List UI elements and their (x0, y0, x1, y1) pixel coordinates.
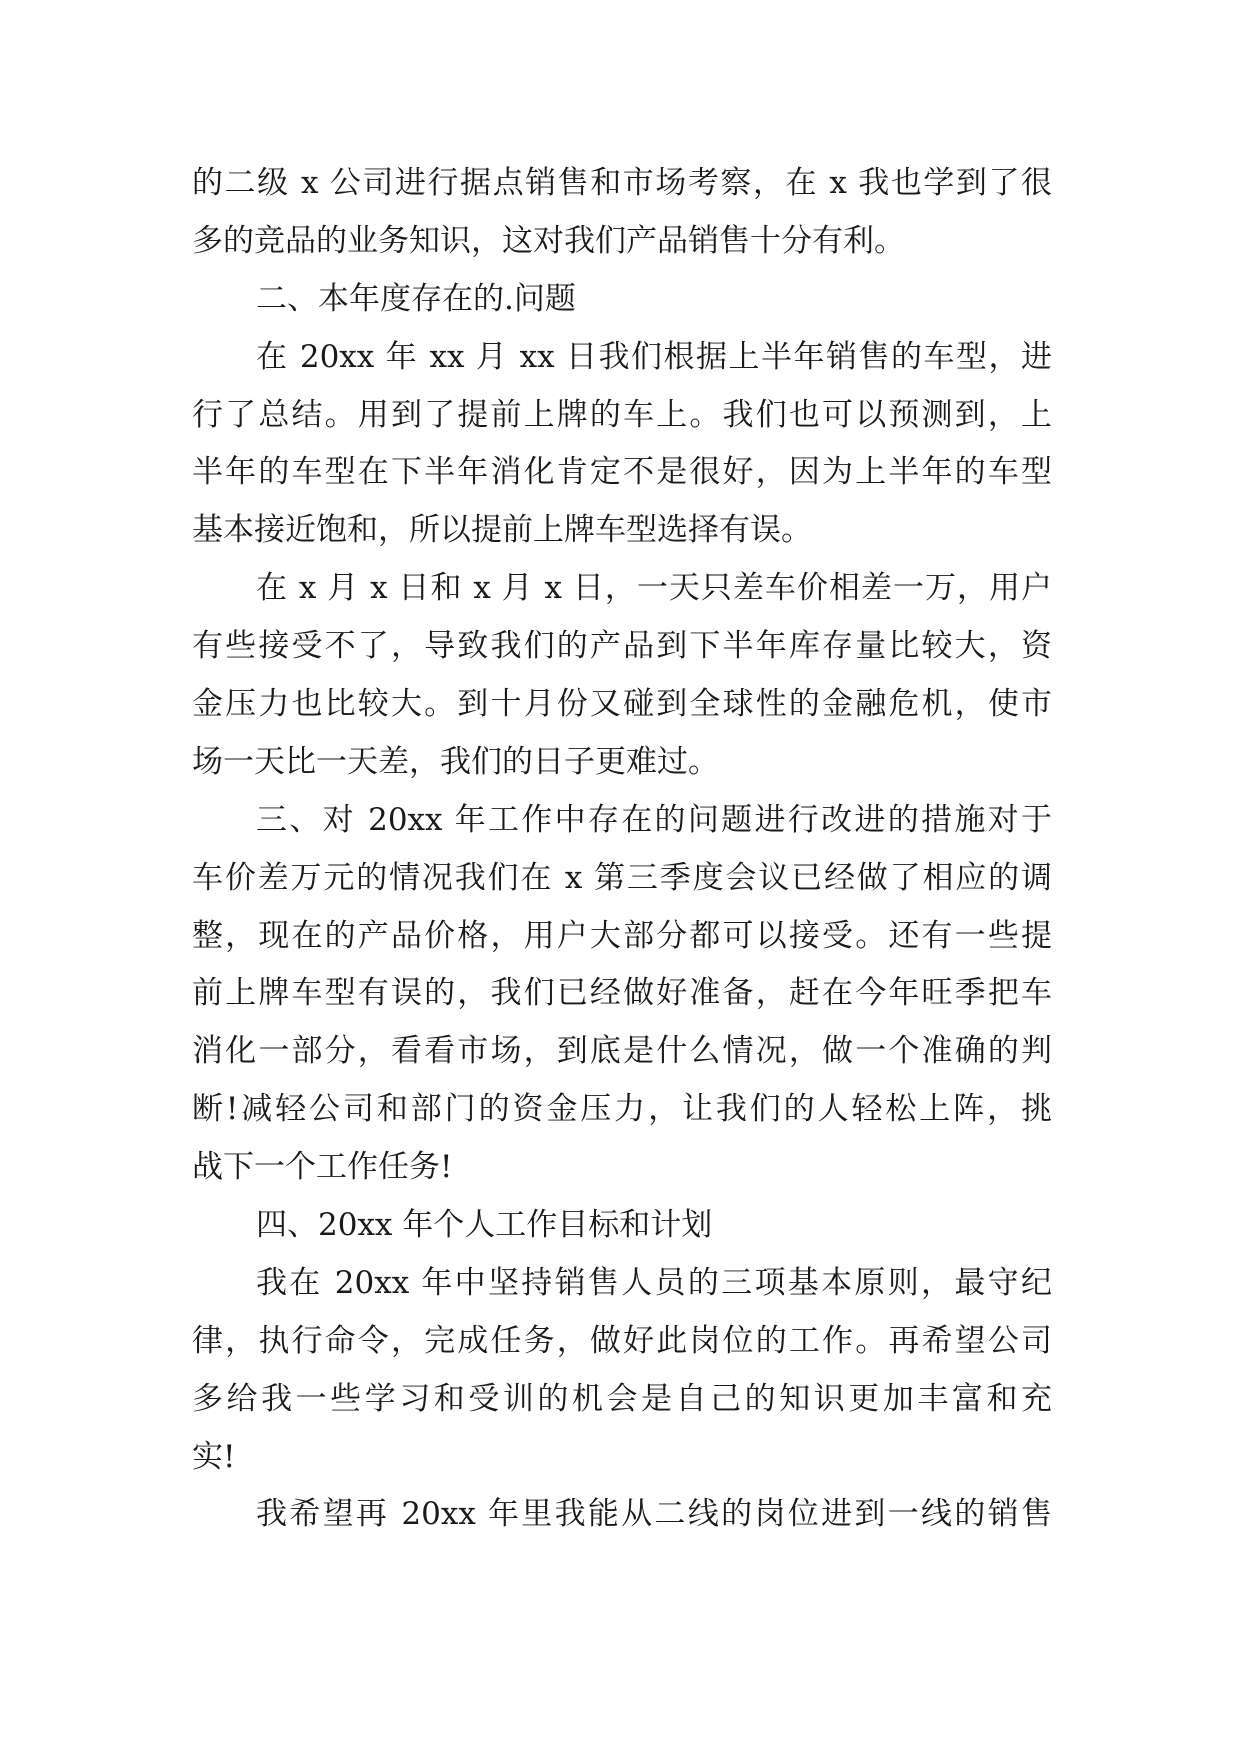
text-line: 半年的车型在下半年消化肯定不是很好，因为上半年的车型 (192, 454, 1052, 491)
text-line: 基本接近饱和，所以提前上牌车型选择有误。 (192, 512, 812, 549)
text-line: 战下一个工作任务! (192, 1149, 453, 1186)
text-line: 整，现在的产品价格，用户大部分都可以接受。还有一些提 (192, 917, 1052, 954)
document-body (192, 155, 1052, 1544)
text-line: 在 x 月 x 日和 x 月 x 日，一天只差车价相差一万，用户 (256, 570, 1052, 607)
text-line: 我在 20xx 年中坚持销售人员的三项基本原则，最守纪 (256, 1264, 1052, 1301)
text-line: 前上牌车型有误的，我们已经做好准备，赶在今年旺季把车 (192, 975, 1052, 1012)
text-line: 实! (192, 1438, 236, 1475)
text-line: 的二级 x 公司进行据点销售和市场考察，在 x 我也学到了很 (192, 165, 1052, 201)
text-line: 场一天比一天差，我们的日子更难过。 (192, 743, 719, 780)
text-line: 我希望再 20xx 年里我能从二线的岗位进到一线的销售 (256, 1496, 1052, 1533)
text-line: 在 20xx 年 xx 月 xx 日我们根据上半年销售的车型，进 (256, 338, 1052, 375)
text-line: 有些接受不了，导致我们的产品到下半年库存量比较大，资 (192, 628, 1052, 665)
text-line: 二、本年度存在的.问题 (256, 280, 576, 317)
text-line: 多的竞品的业务知识，这对我们产品销售十分有利。 (192, 222, 905, 259)
text-line: 车价差万元的情况我们在 x 第三季度会议已经做了相应的调 (192, 859, 1052, 896)
text-line: 消化一部分，看看市场，到底是什么情况，做一个准确的判 (192, 1033, 1052, 1070)
text-line: 行了总结。用到了提前上牌的车上。我们也可以预测到，上 (192, 396, 1052, 433)
text-line: 三、对 20xx 年工作中存在的问题进行改进的措施对于 (256, 801, 1052, 838)
text-line: 律，执行命令，完成任务，做好此岗位的工作。再希望公司 (192, 1322, 1052, 1359)
text-line: 断!减轻公司和部门的资金压力，让我们的人轻松上阵，挑 (192, 1091, 1052, 1128)
text-line: 多给我一些学习和受训的机会是自己的知识更加丰富和充 (192, 1380, 1052, 1417)
text-line: 金压力也比较大。到十月份又碰到全球性的金融危机，使市 (192, 686, 1052, 723)
text-line: 四、20xx 年个人工作目标和计划 (256, 1207, 713, 1244)
